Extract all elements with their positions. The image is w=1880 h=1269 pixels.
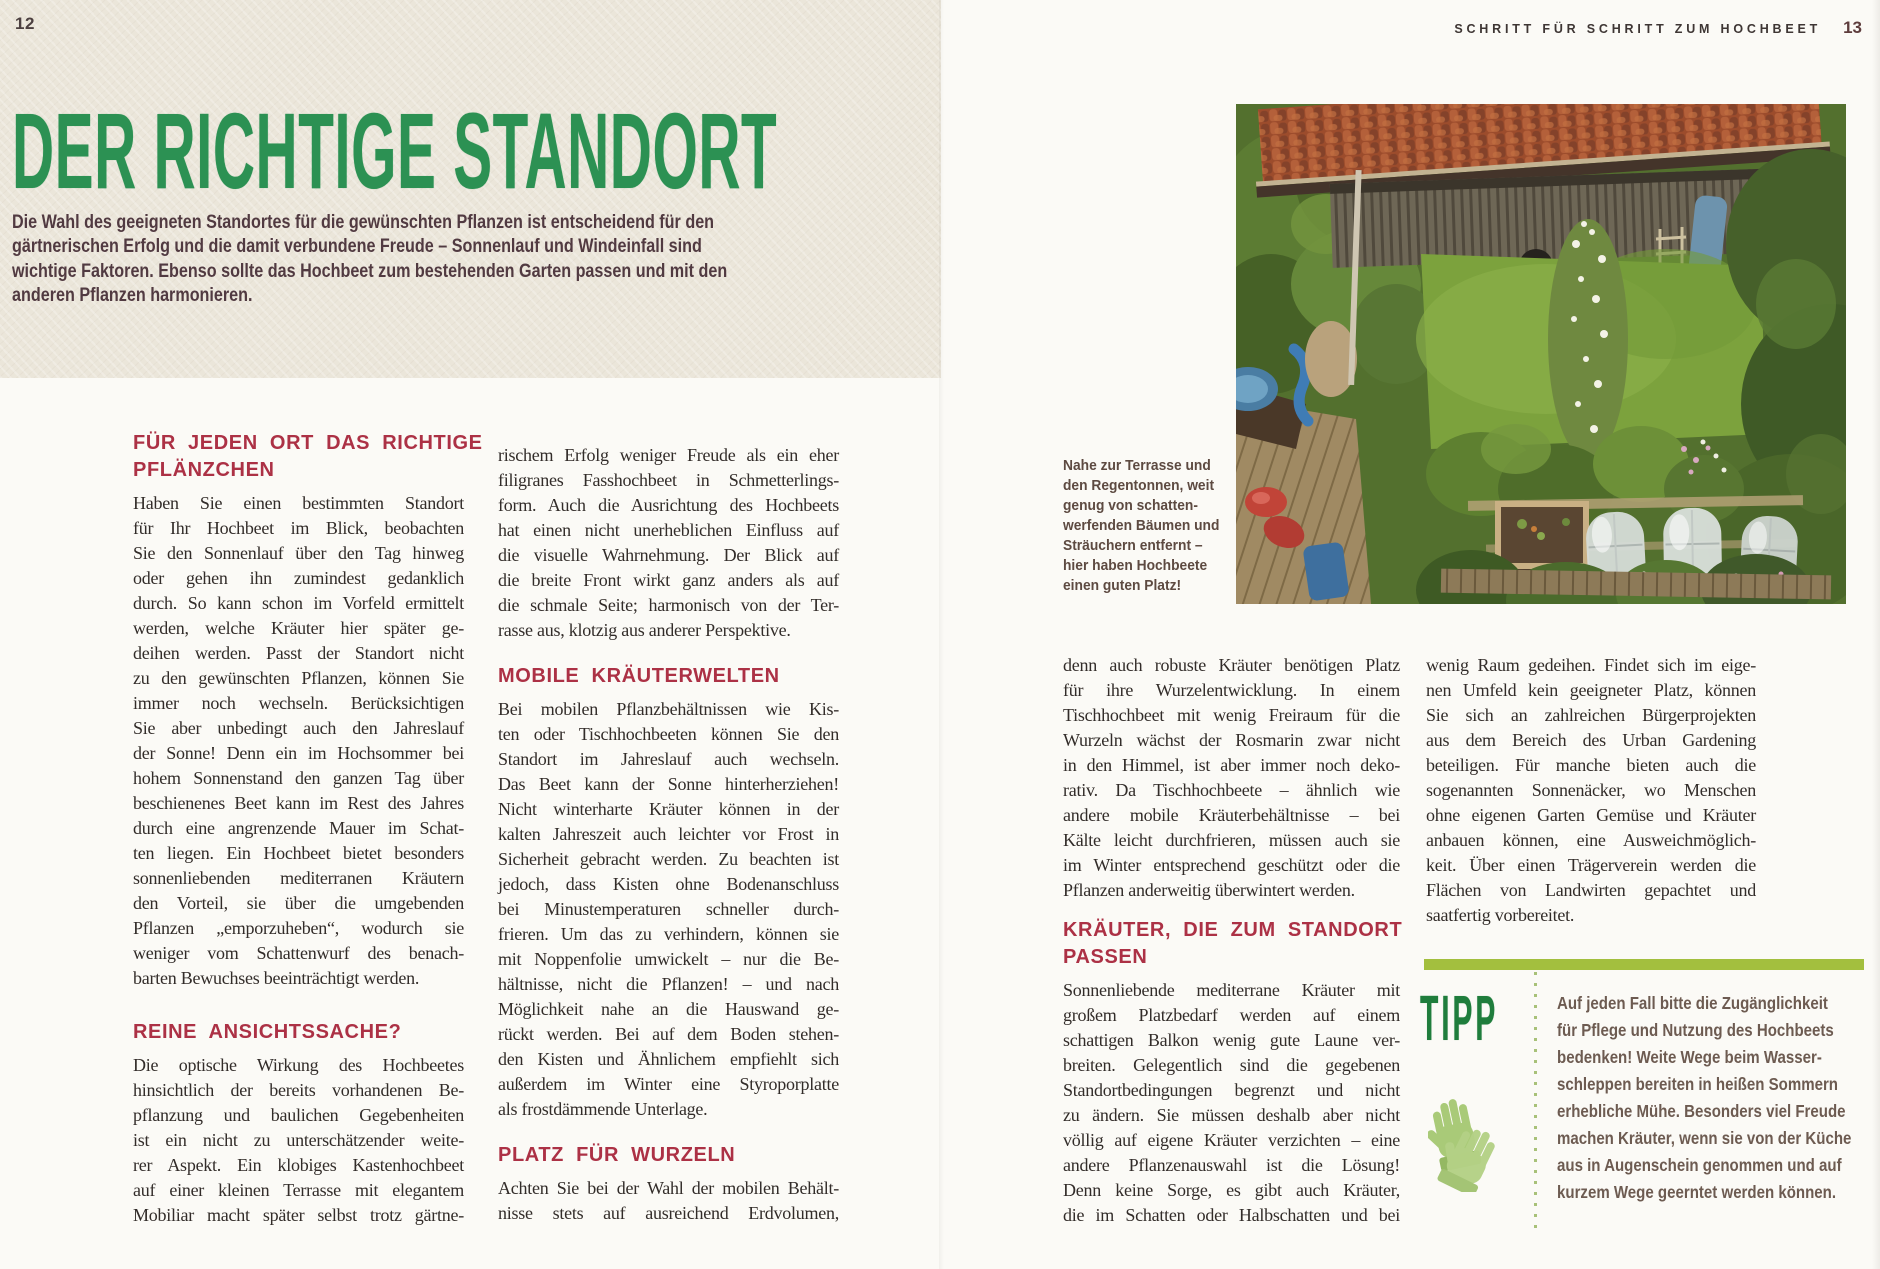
page-spine xyxy=(939,0,944,1269)
garden-aerial-illustration xyxy=(1236,104,1846,604)
body-paragraph: Bei mobilen Pflanzbehältnissen wie Kis- ten oder Tischhochbeeten können Sie den Standort im Jahreslauf auch wechseln. Das Beet kann der Sonne hinterherziehen! Nicht winterharte Kräuter können in der kalten Jahreszeit auch leichter vor Frost in Sicherheit gebracht werden. Zu beachten ist jedoch, dass Kisten ohne Bodenanschluss bei Minustemperaturen schneller durch- frieren. Um das zu verhindern, können sie mit Noppenfolie umwickelt – nur die Be- hältnisse, nicht die Pflanzen! – und nach Möglichkeit nahe an die Hauswand ge- rückt werden. Bei auf dem Boden stehen- den Kisten und Ähnlichem empfiehlt sich außerdem im Winter eine Styroporplatte als frostdämmende Unterlage. xyxy=(498,699,839,1119)
body-paragraph: Die optische Wirkung des Hochbeetes hinsichtlich der bereits vorhandenen Be- pflanzung und baulichen Gegebenheiten ist ein nicht zu unterschätzender weite- rer Aspekt. Ein klobiges Kastenhochbeet auf einer kleinen Terrasse mit elegantem Mobiliar macht später selbst trotz gärtne- xyxy=(133,1055,464,1225)
text-column-1 xyxy=(133,430,483,1228)
running-header-text: SCHRITT FÜR SCHRITT ZUM HOCHBEET xyxy=(1454,22,1822,36)
body-paragraph: Sonnenliebende mediterrane Kräuter mit großem Platzbedarf werden auf einem schattigen Balkon wenig gute Laune ver- breiten. Gelegentlich sind die gegebenen Standortbedingungen begrenzt und nicht zu ändern. Sie müssen deshalb aber nicht völlig auf eigene Kräuter verzichten – eine andere Pflanzenauswahl ist die Lösung! Denn keine Sorge, es gibt auch Kräuter, die im Schatten oder Halbschatten und bei xyxy=(1063,980,1400,1225)
gloves-icon xyxy=(1428,1094,1502,1192)
section xyxy=(133,1019,464,1228)
section xyxy=(1063,653,1400,903)
tip-divider-bar xyxy=(1424,959,1864,970)
body-paragraph: denn auch robuste Kräuter benötigen Platz für ihre Wurzelentwicklung. In einem Tischhochbeet mit wenig Freiraum für die Wurzeln wächst der Rosmarin zwar nicht in den Himmel, ist aber immer noch deko- rativ. Da Tischhochbeete – ähnlich wie andere mobile Kräuterbehältnisse – bei Kälte leicht durchfrieren, müssen auch sie im Winter entsprechend geschützt oder die Pflanzen anderweitig überwintert werden. xyxy=(1063,655,1400,900)
body-paragraph: rischem Erfolg weniger Freude als ein eher filigranes Fasshochbeet in Schmetterlings- form. Auch die Ausrichtung des Hochbeets hat einen nicht unerheblichen Einfluss auf die visuelle Wahrnehmung. Der Blick auf die breite Front wirkt ganz anders als auf die schmale Seite; harmonisch von der Ter- rasse aus, klotzig aus anderer Perspektive. xyxy=(498,445,839,640)
section-heading: MOBILE KRÄUTERWELTEN xyxy=(498,665,780,687)
section xyxy=(1063,917,1403,1228)
chapter-title: DER RICHTIGE STANDORT xyxy=(12,90,778,211)
page-number-left: 12 xyxy=(15,14,35,33)
body-paragraph: Haben Sie einen bestimmten Standort für Ihr Hochbeet im Blick, beobachten Sie den Sonnenlauf über den Tag hinweg oder gehen ihn zumindest gedanklich durch. So kann schon im Vorfeld ermittelt werden, welche Kräuter hier später ge- deihen werden. Passt der Standort nicht zu den gewünschten Pflanzen, können Sie immer noch wechseln. Berücksichtigen Sie aber unbedingt auch den Jahreslauf der Sonne! Denn ein im Hochsommer bei hohem Sonnenstand den ganzen Tag über beschienenes Beet kann im Rest des Jahres durch eine angrenzende Mauer im Schat- ten liegen. Ein Hochbeet bietet besonders sonnenliebenden mediterranen Kräutern den Vorteil, sie über die umgebenden Pflanzen „emporzuheben“, wodurch sie weniger vom Schattenwurf des benach- barten Bewuchses beeinträchtigt werden. xyxy=(133,493,464,988)
section xyxy=(133,430,483,991)
text-column-4 xyxy=(1426,653,1756,928)
section xyxy=(498,443,839,643)
running-header xyxy=(1454,18,1862,38)
tip-label: TIPP xyxy=(1420,982,1499,1054)
section-heading: PLATZ FÜR WURZELN xyxy=(498,1144,736,1166)
section xyxy=(498,1142,839,1226)
dotted-divider xyxy=(1534,972,1537,1232)
tip-text: Auf jeden Fall bitte die Zugänglichkeit für Pflege und Nutzung des Hochbeets bedenken! Weite Wege beim Wasser- schleppen bereiten in heißen Sommern erhebliche Mühe. Besonders viel Freude machen Kräuter, wenn sie von der Küche aus in Augenschein genommen und auf kurzem Wege geerntet werden können. xyxy=(1557,993,1852,1202)
section xyxy=(498,663,839,1122)
section-heading: FÜR JEDEN ORT DAS RICHTIGE PFLÄNZCHEN xyxy=(133,432,483,481)
body-paragraph: wenig Raum gedeihen. Findet sich im eige- nen Umfeld kein geeigneter Platz, können Sie sich an zahlreichen Bürgerprojekten aus dem Bereich des Urban Gardening beteiligen. Für manche bieten auch die sogenannten Sonnenäcker, wo Menschen ohne eigenen Garten Gemüse und Kräuter anbauen können, eine Ausweichmöglich- keit. Über einen Trägerverein werden die Flächen von Landwirten gepachtet und saatfertig vorbereitet. xyxy=(1426,655,1756,925)
page-number-right: 13 xyxy=(1843,18,1862,37)
section-heading: KRÄUTER, DIE ZUM STANDORT PASSEN xyxy=(1063,919,1403,968)
page-edge xyxy=(1872,0,1880,1269)
section-heading: REINE ANSICHTSSACHE? xyxy=(133,1021,402,1043)
body-paragraph: Achten Sie bei der Wahl der mobilen Behält- nisse stets auf ausreichend Erdvolumen, xyxy=(498,1178,839,1223)
photo-caption: Nahe zur Terrasse und den Regentonnen, weit genug von schatten- werfenden Bäumen und Sträuchern entfernt – hier haben Hochbeete einen guten Platz! xyxy=(1063,457,1220,594)
section xyxy=(1426,653,1756,928)
text-column-2 xyxy=(498,443,839,1226)
garden-aerial-photo xyxy=(1236,104,1846,604)
text-column-3 xyxy=(1063,653,1403,1228)
chapter-intro: Die Wahl des geeigneten Standortes für die gewünschten Pflanzen ist entscheidend für den gärtnerischen Erfolg und die damit verbundene Freude – Sonnenlauf und Windeinfall sind wichtige Faktoren. Ebenso sollte das Hochbeet zum bestehenden Garten passen und mit den anderen Pflanzen harmonieren. xyxy=(12,212,728,306)
